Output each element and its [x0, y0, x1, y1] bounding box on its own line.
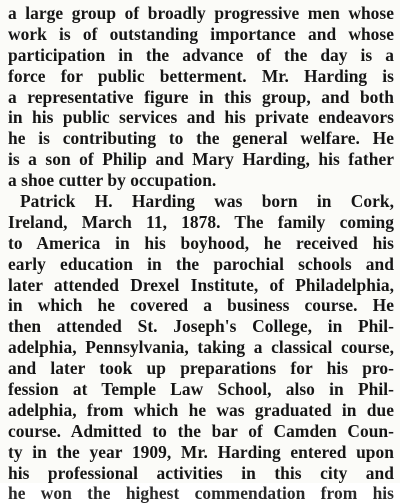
body-text: [8, 3, 394, 504]
text-line: his professional activities in this city and: [8, 462, 394, 483]
text-line: in which he covered a business course. He: [8, 295, 394, 316]
text-line: adelphia, from which he was graduated in due: [8, 399, 394, 420]
text-line: a representative figure in this group, and both: [8, 86, 394, 107]
text-line: ty in the year 1909, Mr. Harding entered upon: [8, 441, 394, 462]
text-line: adelphia, Pennsylvania, taking a classical course,: [8, 337, 394, 358]
text-line: participation in the advance of the day is a: [8, 44, 394, 65]
text-line: work is of outstanding importance and whose: [8, 23, 394, 44]
text-line: Ireland, March 11, 1878. The family coming: [8, 211, 394, 232]
text-line: a shoe cutter by occupation.: [8, 170, 217, 191]
text-line: to America in his boyhood, he received his: [8, 232, 394, 253]
text-line: he is contributing to the general welfare. He: [8, 128, 394, 149]
text-line: force for public betterment. Mr. Harding is: [8, 65, 394, 86]
paragraph-1: [8, 3, 394, 191]
text-line: is a son of Philip and Mary Harding, his father: [8, 149, 394, 170]
text-line: Patrick H. Harding was born in Cork,: [20, 191, 394, 212]
text-line: early education in the parochial schools and: [8, 253, 394, 274]
paragraph-2: [8, 191, 394, 504]
text-line-partial: he won the highest commendation from his: [8, 483, 394, 504]
text-line: course. Admitted to the bar of Camden Coun-: [8, 420, 394, 441]
text-line: fession at Temple Law School, also in Phil-: [8, 379, 394, 400]
text-line: then attended St. Joseph's College, in Phil-: [8, 316, 394, 337]
text-line: in his public services and his private endeavors: [8, 107, 394, 128]
text-line: and later took up preparations for his pro-: [8, 358, 394, 379]
text-line: later attended Drexel Institute, of Philadelphia,: [8, 274, 394, 295]
text-line: a large group of broadly progressive men whose: [8, 3, 394, 23]
